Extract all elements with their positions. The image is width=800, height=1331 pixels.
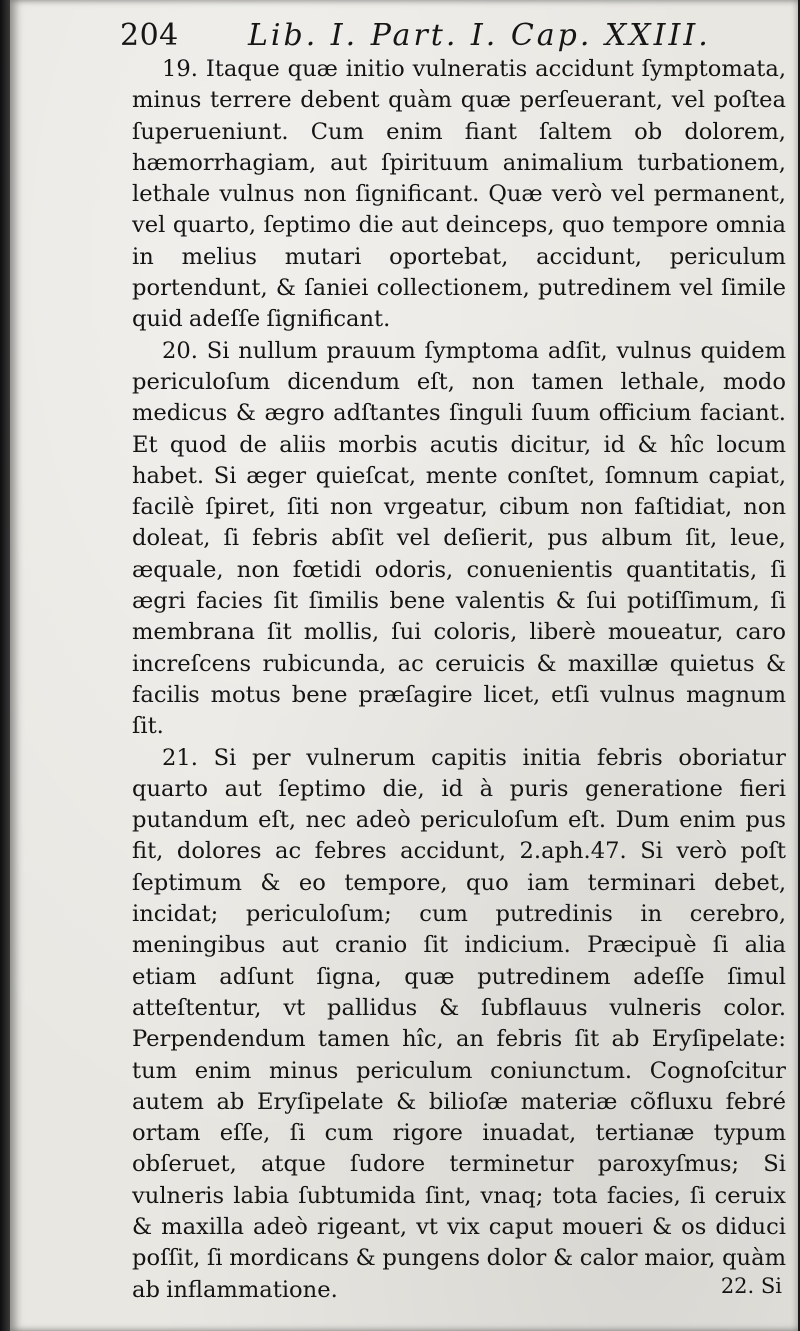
- paragraph-21: 21. Si per vulnerum capitis initia febris oboriatur quarto aut ſeptimo die, id à puris generatione fieri putandum eſt, nec adeò periculoſum eſt. Dum enim pus fit, dolores ac febres accidunt, 2.aph.47. Si verò poſt ſeptimum & eo tempore, quo iam terminari debet, incidat; periculoſum; cum putredinis in cerebro, meningibus aut cranio ſit indicium. Præcipuè ſi alia etiam adſunt ſigna, quæ putredinem adeſſe ſimul atteſtentur, vt pallidus & ſubflauus vulneris color. Perpendendum tamen hîc, an febris ſit ab Eryſipelate: tum enim minus periculum coniunctum. Cognoſcitur autem ab Eryſipelate & bilioſæ materiæ cõfluxu febré ortam eſſe, ſi cum rigore inuadat, tertianæ typum obſeruet, atque ſudore terminetur paroxyſmus; Si vulneris labia ſubtumida ſint, vnaq; tota facies, ſi ceruix & maxilla adeò rigeant, vt vix caput moueri & os diduci poſſit, ſi mordicans & pungens dolor & calor maior, quàm ab inflammatione.: [132, 744, 786, 1303]
- catchword: 22. Si: [720, 1274, 782, 1298]
- body-text: [132, 54, 786, 1306]
- book-gutter: [0, 0, 10, 1331]
- page-number: 204: [120, 18, 179, 53]
- running-head: Lib. I. Part. I. Cap. XXIII.: [248, 18, 711, 53]
- paragraph-19: 19. Itaque quæ initio vulneratis accidunt ſymptomata, minus terrere debent quàm quæ perſeuerant, vel poſtea ſuperueniunt. Cum enim fiant ſaltem ob dolorem, hæmorrhagiam, aut ſpirituum animalium turbationem, lethale vulnus non ſignificant. Quæ verò vel permanent, vel quarto, ſeptimo die aut deinceps, quo tempore omnia in melius mutari oportebat, accidunt, periculum portendunt, & ſaniei collectionem, putredinem vel ſimile quid adeſſe ſignificant.: [132, 56, 786, 333]
- paragraph-20: 20. Si nullum prauum ſymptoma adſit, vulnus quidem periculoſum dicendum eſt, non tamen lethale, modo medicus & ægro adſtantes ſinguli ſuum officium faciant. Et quod de aliis morbis acutis dicitur, id & hîc locum habet. Si æger quieſcat, mente conſtet, ſomnum capiat, facilè ſpiret, ſiti non vrgeatur, cibum non faſtidiat, non doleat, ſi febris abſit vel deſierit, pus album ſit, leue, æquale, non fœtidi odoris, conuenientis quantitatis, ſi ægri facies ſit ſimilis bene valentis & ſui potiſſimum, ſi membrana ſit mollis, ſui coloris, liberè moueatur, caro increſcens rubicunda, ac ceruicis & maxillæ quietus & facilis motus bene præſagire licet, etſi vulnus magnum ſit.: [132, 337, 786, 740]
- page-header: [120, 14, 780, 54]
